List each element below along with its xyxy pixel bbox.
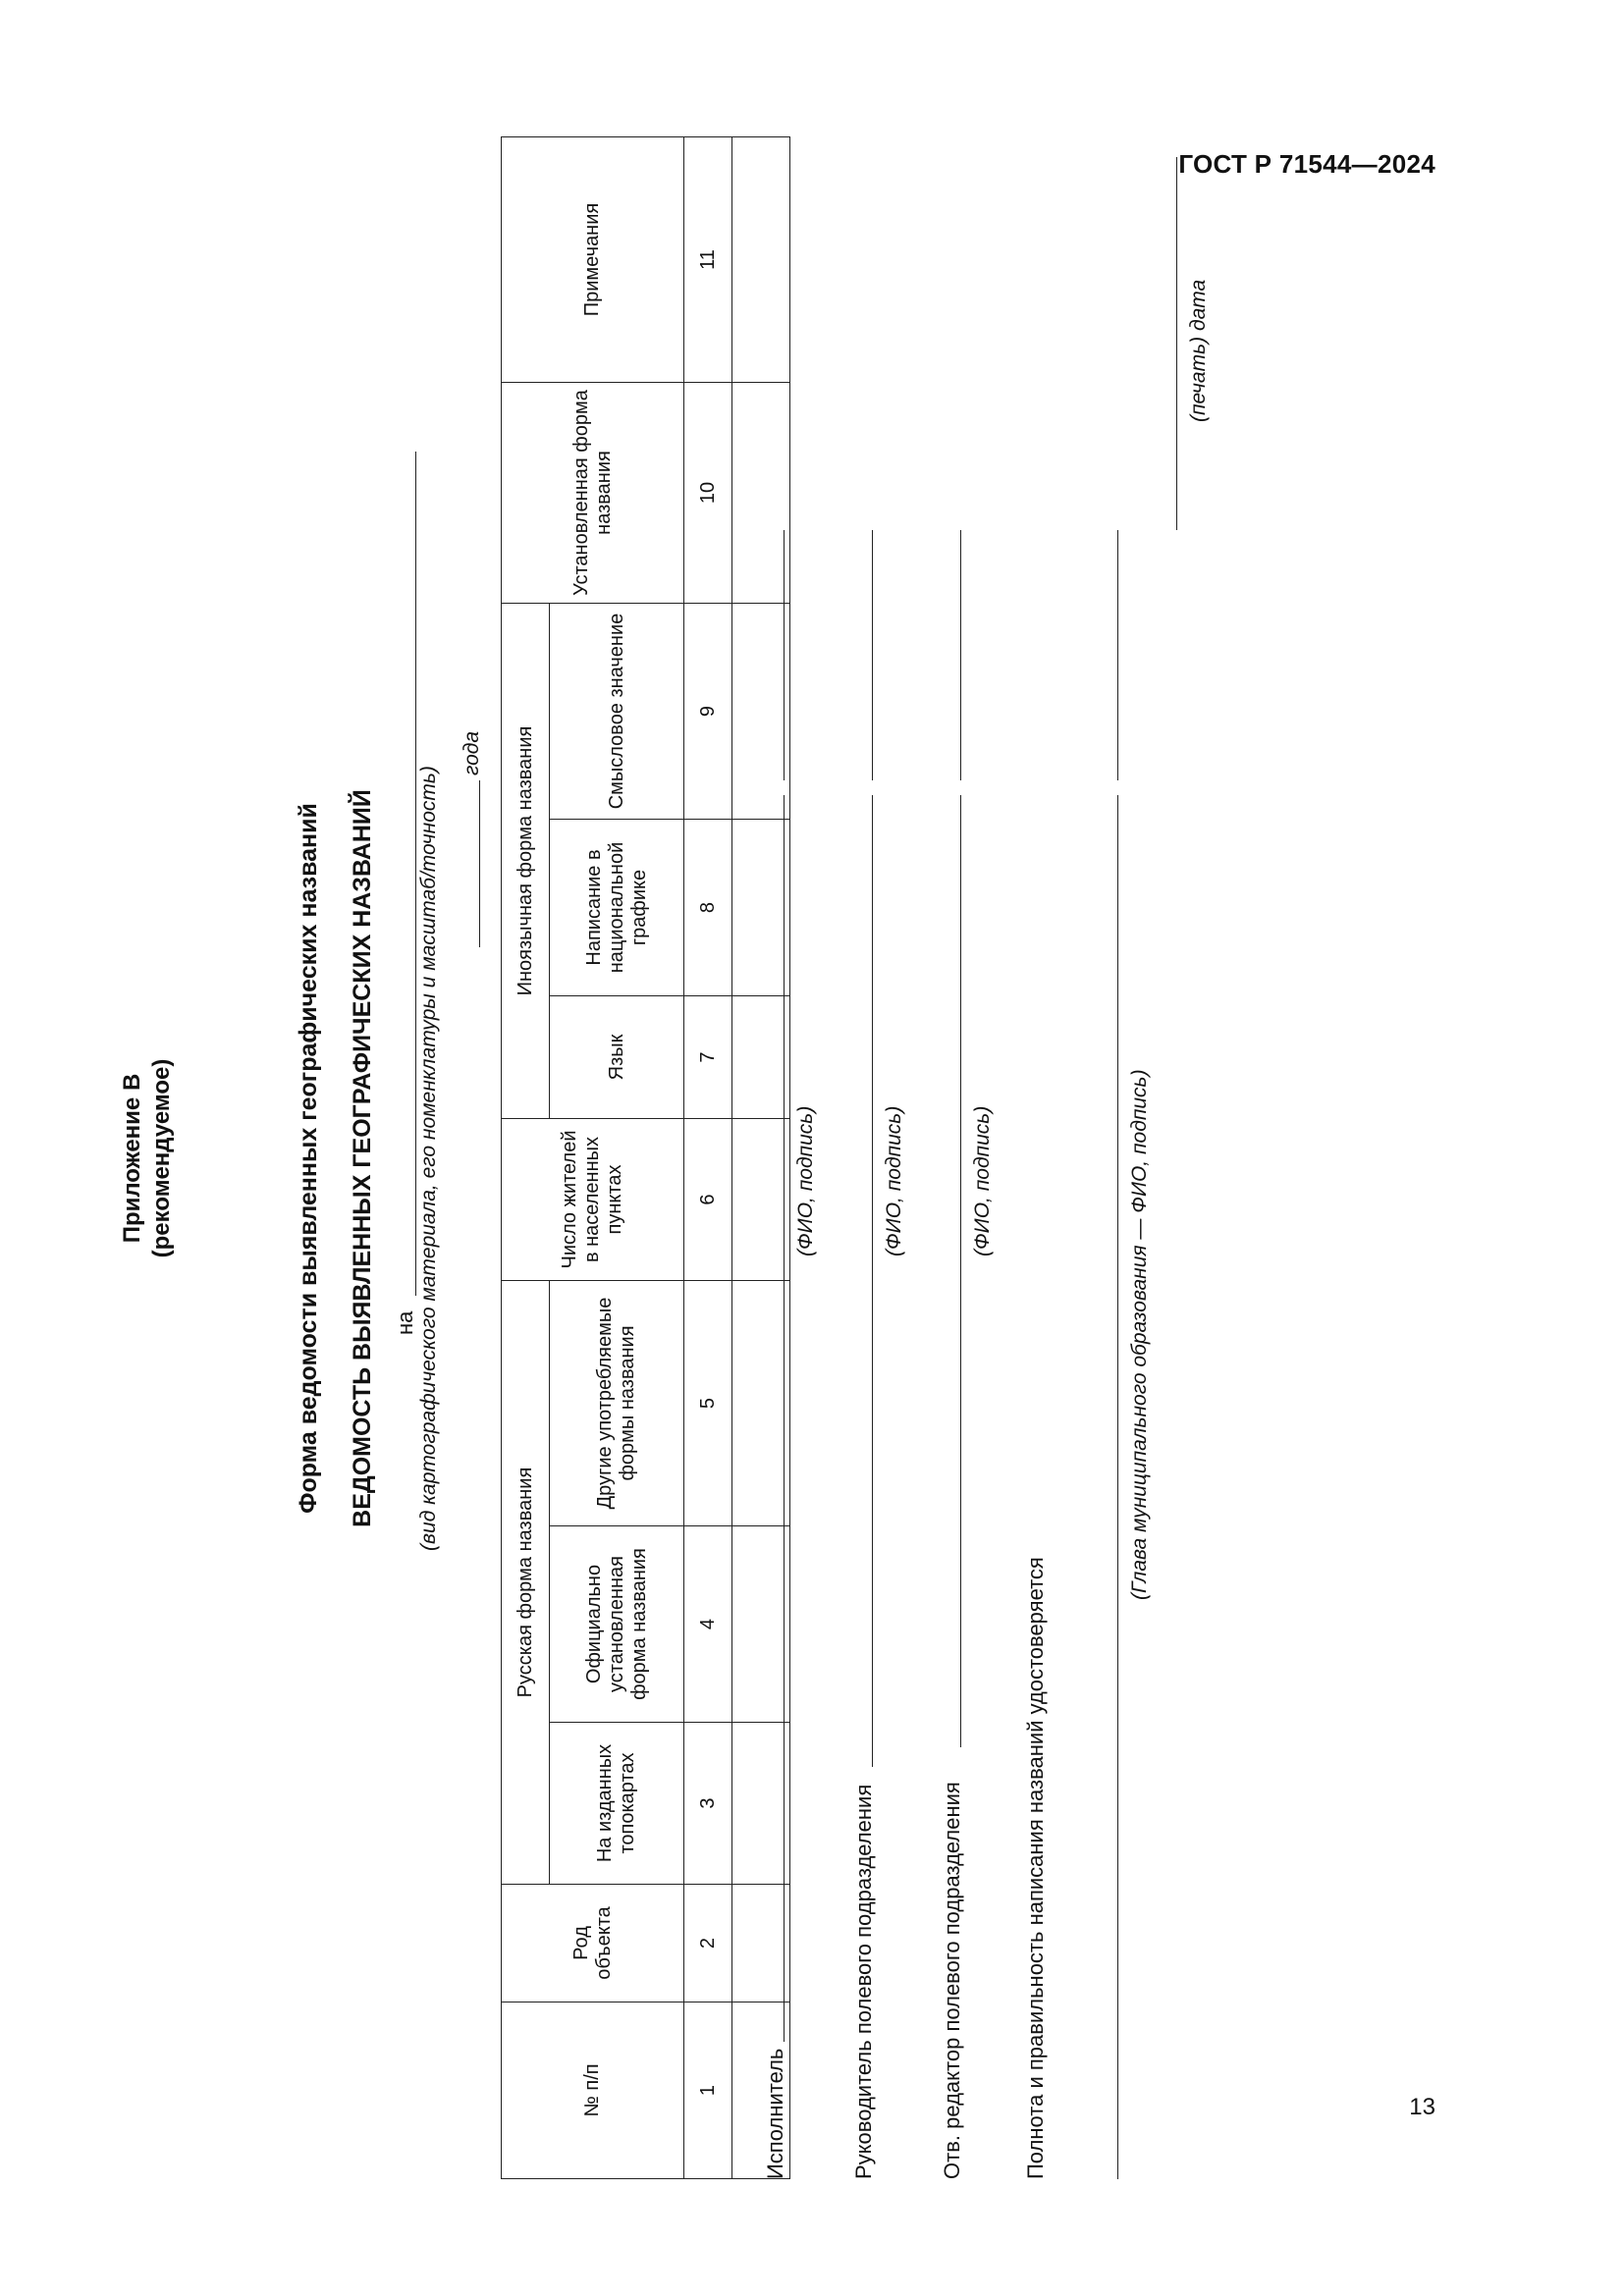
col-header-8: Написание в национальной графике (550, 820, 684, 996)
year-label: года (460, 730, 483, 775)
col-number: 6 (684, 1119, 732, 1281)
municipal-signature (1075, 137, 1151, 2179)
field-head-blank[interactable] (872, 795, 873, 1767)
col-header-2: Род объекта (502, 1885, 684, 2002)
executor-label: Исполнитель (763, 2048, 787, 2179)
doc-title: ВЕДОМОСТЬ ВЫЯВЛЕННЫХ ГЕОГРАФИЧЕСКИХ НАЗВАНИЙ (349, 789, 376, 1527)
col-number: 4 (684, 1526, 732, 1723)
col-number: 1 (684, 2002, 732, 2179)
col-number: 10 (684, 383, 732, 604)
municipal-blank[interactable] (1117, 795, 1118, 2179)
municipal-caption: (Глава муниципального образования — ФИО, подпись) (1128, 1069, 1151, 1600)
executor-caption: (ФИО, подпись) (794, 1105, 817, 1256)
year-line (449, 137, 488, 2179)
standard-number: ГОСТ Р 71544—2024 (1178, 149, 1435, 179)
group-header-foreign: Иноязычная форма названия (502, 604, 550, 1119)
field-head-blank-2[interactable] (872, 530, 873, 780)
appendix-subtitle: (рекомендуемое) (148, 1058, 175, 1258)
col-number: 3 (684, 1723, 732, 1885)
field-editor-signature (928, 137, 994, 2179)
executor-signature (751, 137, 817, 2179)
col-number: 8 (684, 820, 732, 996)
col-header-11: Примечания (502, 137, 684, 383)
material-blank[interactable] (415, 452, 416, 1296)
na-label: на (393, 1310, 417, 1335)
col-number: 7 (684, 996, 732, 1119)
field-head-label: Руководитель полевого подразделения (851, 1784, 876, 2179)
col-number: 2 (684, 1885, 732, 2002)
form-title: Форма ведомости выявленных географических названий (295, 803, 322, 1514)
col-header-1: № п/п (502, 2002, 684, 2179)
material-hint: (вид картографического материала, его номенклатуры и масштаб/точность) (417, 766, 440, 1551)
col-header-7: Язык (550, 996, 684, 1119)
certify-text: Полнота и правильность написания названий удостоверяется (1023, 1557, 1048, 2179)
col-number: 5 (684, 1281, 732, 1526)
col-number: 9 (684, 604, 732, 820)
col-header-3: На изданных топокартах (550, 1723, 684, 1885)
municipal-blank-2[interactable] (1117, 530, 1118, 780)
page-number: 13 (1409, 2094, 1435, 2120)
executor-blank[interactable] (784, 795, 785, 2042)
certify-line (1011, 137, 1051, 2179)
seal-date-blank[interactable] (1176, 157, 1177, 530)
col-header-10: Установленная форма названия (502, 383, 684, 604)
appendix-heading (118, 137, 177, 2179)
col-header-9: Смысловое значение (550, 604, 684, 820)
seal-date-line (1134, 137, 1210, 2179)
col-header-4: Официально установленная форма названия (550, 1526, 684, 1723)
rotated-form (118, 137, 1276, 2179)
col-header-5: Другие употребляемые формы названия (550, 1281, 684, 1526)
year-blank[interactable] (479, 780, 480, 947)
material-line (383, 137, 422, 2179)
group-header-russian: Русская форма названия (502, 1281, 550, 1885)
col-header-6: Число жителей в населенных пунктах (502, 1119, 684, 1281)
executor-blank-2[interactable] (784, 530, 785, 780)
column-numbers-row (684, 137, 732, 2179)
col-number: 11 (684, 137, 732, 383)
field-editor-blank-2[interactable] (960, 530, 961, 780)
field-head-signature (839, 137, 905, 2179)
field-head-caption: (ФИО, подпись) (883, 1105, 905, 1256)
field-editor-blank[interactable] (960, 795, 961, 1747)
seal-date-caption: (печать) дата (1187, 279, 1210, 422)
field-editor-label: Отв. редактор полевого подразделения (940, 1782, 964, 2179)
field-editor-caption: (ФИО, подпись) (971, 1105, 994, 1256)
names-table (501, 136, 790, 2179)
appendix-title: Приложение В (119, 1073, 145, 1244)
